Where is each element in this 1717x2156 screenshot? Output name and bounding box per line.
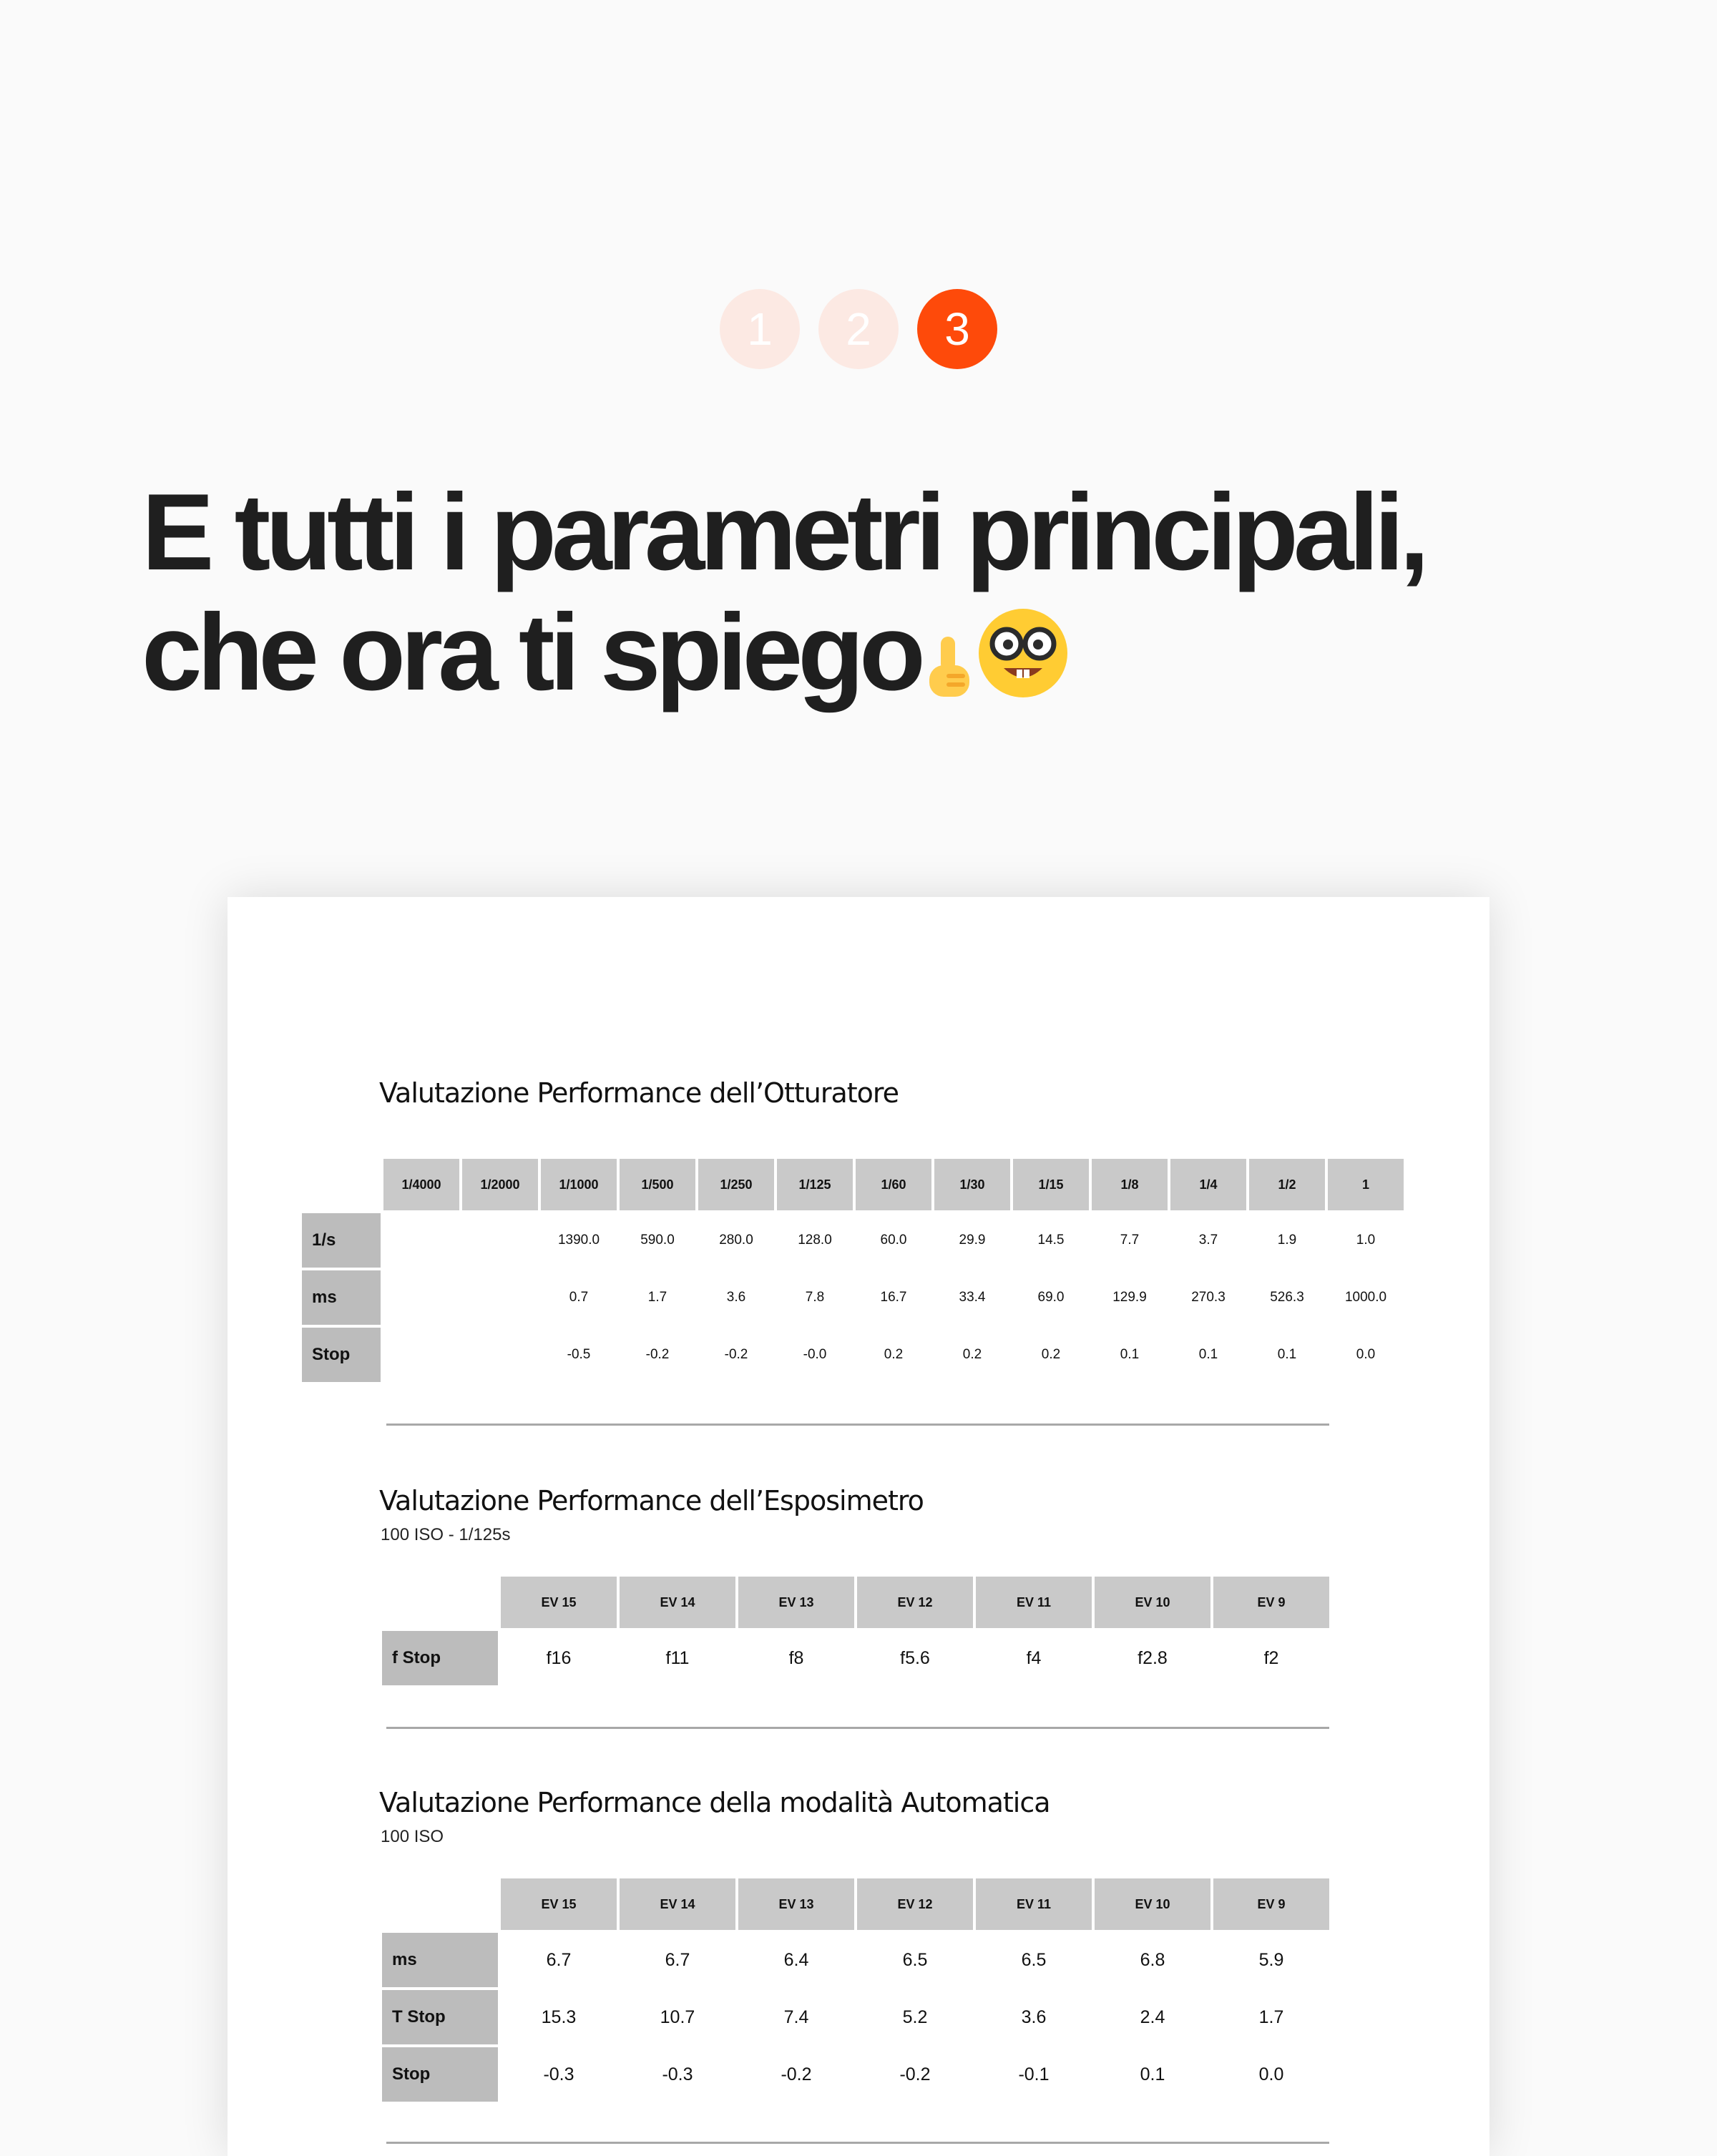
table-cell: 0.2 xyxy=(1041,1347,1061,1362)
step-3-active: 3 xyxy=(917,289,997,369)
table-cell: 129.9 xyxy=(1112,1290,1147,1305)
table-cell: f2.8 xyxy=(1138,1647,1168,1668)
col-header: 1/1000 xyxy=(541,1159,617,1210)
table-corner xyxy=(382,1878,498,1930)
col-header: EV 15 xyxy=(501,1878,617,1930)
headline-line-2-text: che ora ti spiego xyxy=(142,592,921,713)
section-divider xyxy=(386,2142,1329,2144)
table-cell xyxy=(462,1270,538,1325)
table-cell: 270.3 xyxy=(1191,1290,1226,1305)
table-cell: f4 xyxy=(1026,1647,1042,1668)
row-header: ms xyxy=(302,1270,381,1325)
table-cell xyxy=(462,1328,538,1382)
table-cell: 5.2 xyxy=(902,2006,928,2027)
table-cell: f11 xyxy=(665,1647,690,1668)
table-cell: f8 xyxy=(788,1647,804,1668)
col-header: EV 14 xyxy=(620,1577,735,1628)
table-cell: 526.3 xyxy=(1270,1290,1304,1305)
table-cell: 0.1 xyxy=(1120,1347,1140,1362)
row-header: 1/s xyxy=(302,1213,381,1268)
step-2: 2 xyxy=(818,289,899,369)
table-cell: -0.2 xyxy=(899,2064,931,2084)
step-indicator xyxy=(720,289,997,369)
table-cell: 1390.0 xyxy=(557,1233,600,1248)
section-divider xyxy=(386,1727,1329,1729)
col-header: EV 11 xyxy=(976,1577,1092,1628)
table-cell: 1.9 xyxy=(1277,1233,1297,1248)
table-cell: 590.0 xyxy=(640,1233,675,1248)
col-header: 1/30 xyxy=(934,1159,1010,1210)
table-cell xyxy=(462,1213,538,1268)
table-cell: -0.3 xyxy=(662,2064,693,2084)
section-divider xyxy=(386,1424,1329,1426)
table-row xyxy=(302,1213,1404,1268)
table-cell: 0.0 xyxy=(1258,2064,1284,2084)
col-header: 1 xyxy=(1328,1159,1404,1210)
col-header: EV 13 xyxy=(738,1577,854,1628)
table-cell: 7.8 xyxy=(805,1290,825,1305)
meter-title: Valutazione Performance dell’Esposimetro xyxy=(379,1485,924,1516)
col-header: EV 10 xyxy=(1095,1577,1210,1628)
table-cell: 2.4 xyxy=(1140,2006,1165,2027)
table-cell: 29.9 xyxy=(959,1233,986,1248)
table-cell: 16.7 xyxy=(880,1290,907,1305)
col-header: 1/4 xyxy=(1170,1159,1246,1210)
table-cell: -0.1 xyxy=(1018,2064,1050,2084)
table-cell: -0.2 xyxy=(645,1347,670,1362)
row-header: ms xyxy=(382,1933,498,1987)
col-header: EV 10 xyxy=(1095,1878,1210,1930)
table-cell: f5.6 xyxy=(900,1647,930,1668)
table-cell: -0.0 xyxy=(803,1347,827,1362)
table-cell: 7.4 xyxy=(783,2006,809,2027)
table-row xyxy=(302,1270,1404,1325)
table-cell: f16 xyxy=(546,1647,572,1668)
table-cell xyxy=(383,1270,459,1325)
table-cell: 0.1 xyxy=(1140,2064,1165,2084)
table-cell xyxy=(383,1213,459,1268)
shutter-table xyxy=(299,1156,1407,1385)
table-cell: 0.2 xyxy=(962,1347,982,1362)
col-header: 1/15 xyxy=(1013,1159,1089,1210)
table-cell: 128.0 xyxy=(798,1233,832,1248)
row-header: Stop xyxy=(302,1328,381,1382)
table-cell: 0.2 xyxy=(884,1347,904,1362)
table-cell: 10.7 xyxy=(660,2006,695,2027)
row-header: f Stop xyxy=(382,1631,498,1685)
col-header: EV 14 xyxy=(620,1878,735,1930)
table-row xyxy=(382,1990,1329,2044)
row-header: T Stop xyxy=(382,1990,498,2044)
auto-title: Valutazione Performance della modalità Automatica xyxy=(379,1787,1050,1818)
table-cell: 280.0 xyxy=(719,1233,753,1248)
col-header: 1/125 xyxy=(777,1159,853,1210)
table-cell: 0.1 xyxy=(1198,1347,1218,1362)
col-header: 1/500 xyxy=(620,1159,695,1210)
col-header: EV 12 xyxy=(857,1577,973,1628)
table-cell xyxy=(383,1328,459,1382)
table-cell: 6.7 xyxy=(665,1949,690,1970)
col-header: EV 12 xyxy=(857,1878,973,1930)
table-row xyxy=(382,1631,1329,1685)
step-1: 1 xyxy=(720,289,800,369)
col-header: EV 9 xyxy=(1213,1878,1329,1930)
meter-subtitle: 100 ISO - 1/125s xyxy=(381,1525,511,1544)
table-cell: 1000.0 xyxy=(1344,1290,1387,1305)
table-cell: 15.3 xyxy=(541,2006,577,2027)
col-header: EV 15 xyxy=(501,1577,617,1628)
col-header: EV 9 xyxy=(1213,1577,1329,1628)
row-header: Stop xyxy=(382,2047,498,2102)
meter-table xyxy=(379,1574,1332,1688)
table-cell: -0.2 xyxy=(724,1347,748,1362)
table-row xyxy=(382,1933,1329,1987)
headline-line-1: E tutti i parametri principali, xyxy=(142,471,1425,593)
pointing-up-icon xyxy=(921,602,977,722)
auto-table xyxy=(379,1876,1332,2104)
table-row xyxy=(302,1328,1404,1382)
col-header: 1/4000 xyxy=(383,1159,459,1210)
table-cell: 3.6 xyxy=(1021,2006,1047,2027)
table-cell: 33.4 xyxy=(959,1290,986,1305)
table-cell: 14.5 xyxy=(1037,1233,1065,1248)
table-cell: 1.7 xyxy=(1258,2006,1284,2027)
table-cell: 6.5 xyxy=(902,1949,928,1970)
table-cell: 0.0 xyxy=(1356,1347,1376,1362)
table-cell: 6.4 xyxy=(783,1949,809,1970)
col-header: 1/60 xyxy=(856,1159,931,1210)
table-cell: 6.7 xyxy=(546,1949,572,1970)
table-cell: 69.0 xyxy=(1037,1290,1065,1305)
col-header: EV 11 xyxy=(976,1878,1092,1930)
table-cell: -0.5 xyxy=(567,1347,591,1362)
auto-subtitle: 100 ISO xyxy=(381,1827,444,1846)
table-cell: f2 xyxy=(1263,1647,1279,1668)
col-header: 1/8 xyxy=(1092,1159,1168,1210)
table-corner xyxy=(302,1159,381,1210)
table-cell: -0.2 xyxy=(781,2064,812,2084)
headline-line-2 xyxy=(142,592,1424,722)
report-sheet xyxy=(228,897,1489,2156)
table-cell: 3.7 xyxy=(1198,1233,1218,1248)
table-cell: 1.7 xyxy=(647,1290,667,1305)
table-cell: 0.1 xyxy=(1277,1347,1297,1362)
table-row xyxy=(382,2047,1329,2102)
col-header: EV 13 xyxy=(738,1878,854,1930)
table-cell: 6.5 xyxy=(1021,1949,1047,1970)
table-cell: -0.3 xyxy=(543,2064,574,2084)
table-cell: 3.6 xyxy=(726,1290,746,1305)
col-header: 1/250 xyxy=(698,1159,774,1210)
table-cell: 7.7 xyxy=(1120,1233,1140,1248)
table-cell: 5.9 xyxy=(1258,1949,1284,1970)
table-cell: 0.7 xyxy=(569,1290,589,1305)
shutter-title: Valutazione Performance dell’Otturatore xyxy=(379,1077,899,1109)
table-cell: 1.0 xyxy=(1356,1233,1376,1248)
table-cell: 6.8 xyxy=(1140,1949,1165,1970)
nerd-face-icon xyxy=(977,602,1070,722)
table-cell: 60.0 xyxy=(880,1233,907,1248)
headline xyxy=(142,472,1424,722)
col-header: 1/2000 xyxy=(462,1159,538,1210)
table-corner xyxy=(382,1577,498,1628)
col-header: 1/2 xyxy=(1249,1159,1325,1210)
